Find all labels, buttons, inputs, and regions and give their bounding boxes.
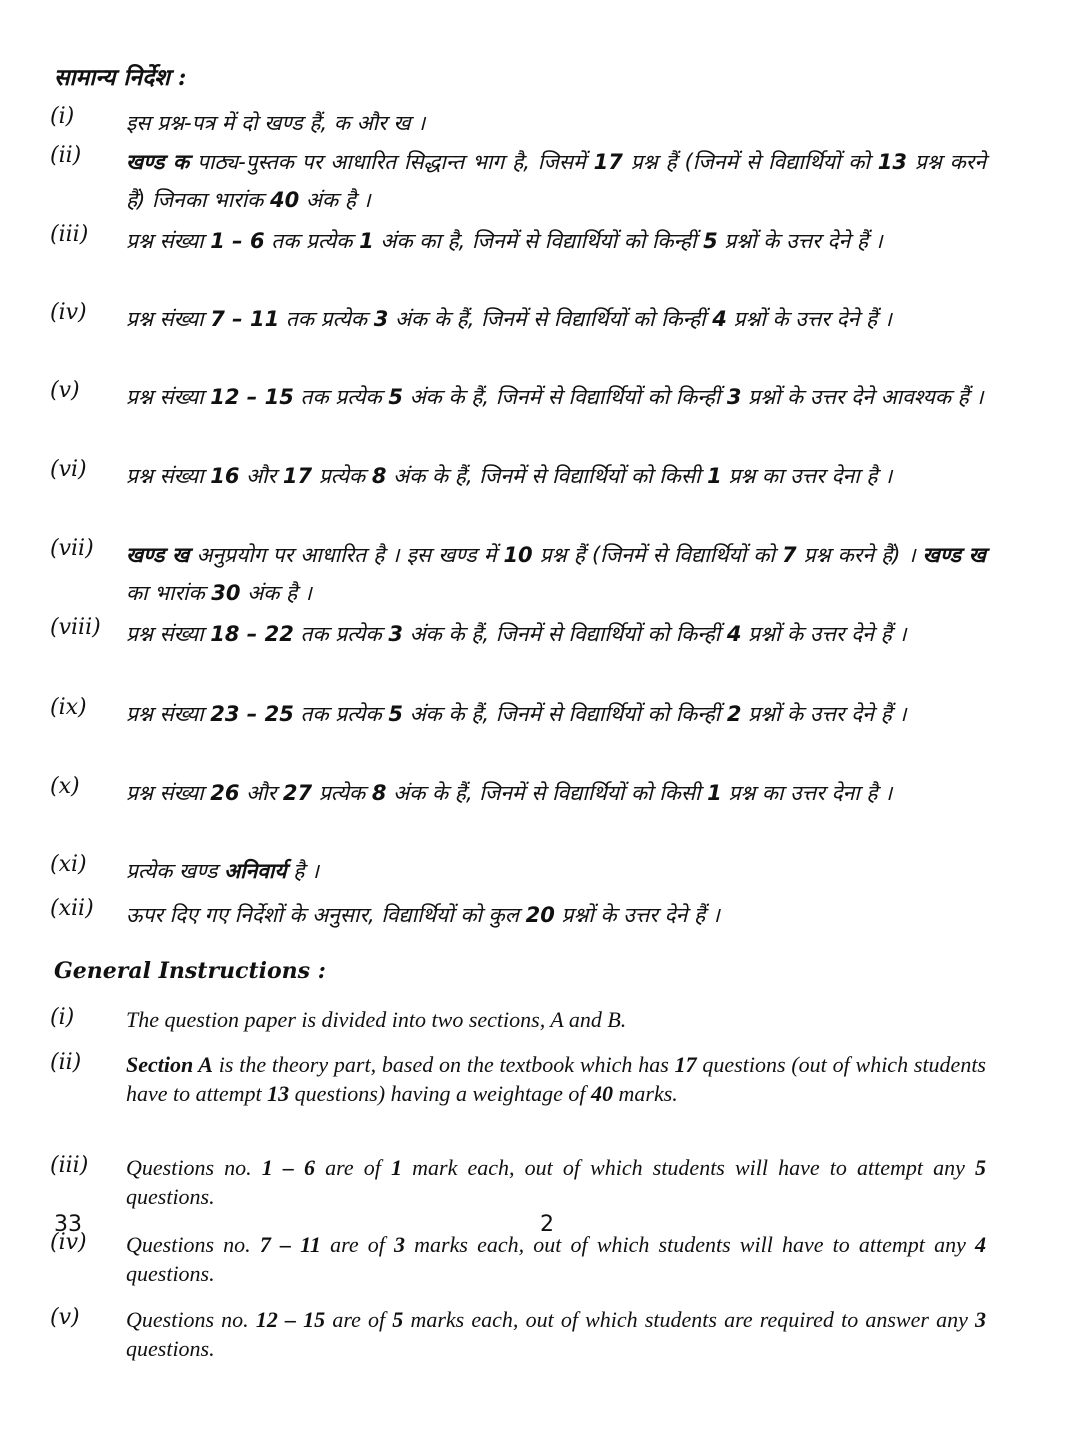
item-text: प्रश्न संख्या 12 – 15 तक प्रत्येक 5 अंक के हैं, जिनमें से विद्यार्थियों को किन्हीं 3 प्रश्नों के उत्तर देने आवश्यक हैं । <box>126 385 984 409</box>
item-number: (i) <box>50 104 75 129</box>
item-text: प्रत्येक खण्ड अनिवार्य है । <box>126 859 319 883</box>
item-number: (v) <box>50 1305 80 1330</box>
item-text: Questions no. 12 – 15 are of 5 marks each, out of which students are required to answer any 3 questions. <box>126 1307 987 1361</box>
paper-code: 33 <box>54 1212 82 1237</box>
item-number: (vi) <box>50 457 87 482</box>
item-number: (i) <box>50 1005 75 1030</box>
item-number: (ix) <box>50 695 87 720</box>
item-number: (viii) <box>50 615 101 640</box>
item-text: प्रश्न संख्या 18 – 22 तक प्रत्येक 3 अंक के हैं, जिनमें से विद्यार्थियों को किन्हीं 4 प्रश्नों के उत्तर देने हैं । <box>126 622 907 646</box>
english-instructions-heading: General Instructions : <box>54 958 326 984</box>
item-number: (iv) <box>50 300 87 325</box>
item-number: (iii) <box>50 222 89 247</box>
item-number: (v) <box>50 378 80 403</box>
item-text: The question paper is divided into two sections, A and B. <box>126 1007 627 1032</box>
item-number: (ii) <box>50 143 82 168</box>
item-number: (ii) <box>50 1050 82 1075</box>
item-text: प्रश्न संख्या 26 और 27 प्रत्येक 8 अंक के हैं, जिनमें से विद्यार्थियों को किसी 1 प्रश्न का उत्तर देना है । <box>126 781 893 805</box>
item-text: प्रश्न संख्या 7 – 11 तक प्रत्येक 3 अंक के हैं, जिनमें से विद्यार्थियों को किन्हीं 4 प्रश्नों के उत्तर देने हैं । <box>126 307 892 331</box>
page-number: 2 <box>540 1212 554 1237</box>
item-text: Questions no. 1 – 6 are of 1 mark each, out of which students will have to attempt any 5 questions. <box>126 1155 987 1209</box>
item-number: (iii) <box>50 1153 89 1178</box>
item-text: प्रश्न संख्या 1 – 6 तक प्रत्येक 1 अंक का है, जिनमें से विद्यार्थियों को किन्हीं 5 प्रश्नों के उत्तर देने हैं । <box>126 229 883 253</box>
item-text: इस प्रश्न-पत्र में दो खण्ड हैं, क और ख । <box>126 111 426 135</box>
item-text: Section A is the theory part, based on the textbook which has 17 questions (out of which students have to attempt 13 questions) having a weightage of 40 marks. <box>126 1052 986 1106</box>
item-number: (xi) <box>50 852 87 877</box>
item-text: खण्ड ख अनुप्रयोग पर आधारित है । इस खण्ड में 10 प्रश्न हैं (जिनमें से विद्यार्थियों को 7 प्रश्न करने हैं) । खण्ड ख का भारांक 30 अंक है । <box>126 543 986 605</box>
item-text: प्रश्न संख्या 23 – 25 तक प्रत्येक 5 अंक के हैं, जिनमें से विद्यार्थियों को किन्हीं 2 प्रश्नों के उत्तर देने हैं । <box>126 702 907 726</box>
item-text: ऊपर दिए गए निर्देशों के अनुसार, विद्यार्थियों को कुल 20 प्रश्नों के उत्तर देने हैं । <box>126 903 720 927</box>
hindi-instructions-heading: सामान्य निर्देश : <box>54 64 187 91</box>
item-number: (vii) <box>50 536 94 561</box>
item-text: Questions no. 7 – 11 are of 3 marks each, out of which students will have to attempt any 4 questions. <box>126 1232 986 1286</box>
item-number: (iv) <box>50 1230 87 1255</box>
item-number: (xii) <box>50 896 94 921</box>
item-text: खण्ड क पाठ्य-पुस्तक पर आधारित सिद्धान्त भाग है, जिसमें 17 प्रश्न हैं (जिनमें से विद्यार्थियों को 13 प्रश्न करने हैं) जिनका भारांक 40 अंक है । <box>126 150 987 212</box>
item-text: प्रश्न संख्या 16 और 17 प्रत्येक 8 अंक के हैं, जिनमें से विद्यार्थियों को किसी 1 प्रश्न का उत्तर देना है । <box>126 464 893 488</box>
item-number: (x) <box>50 774 80 799</box>
